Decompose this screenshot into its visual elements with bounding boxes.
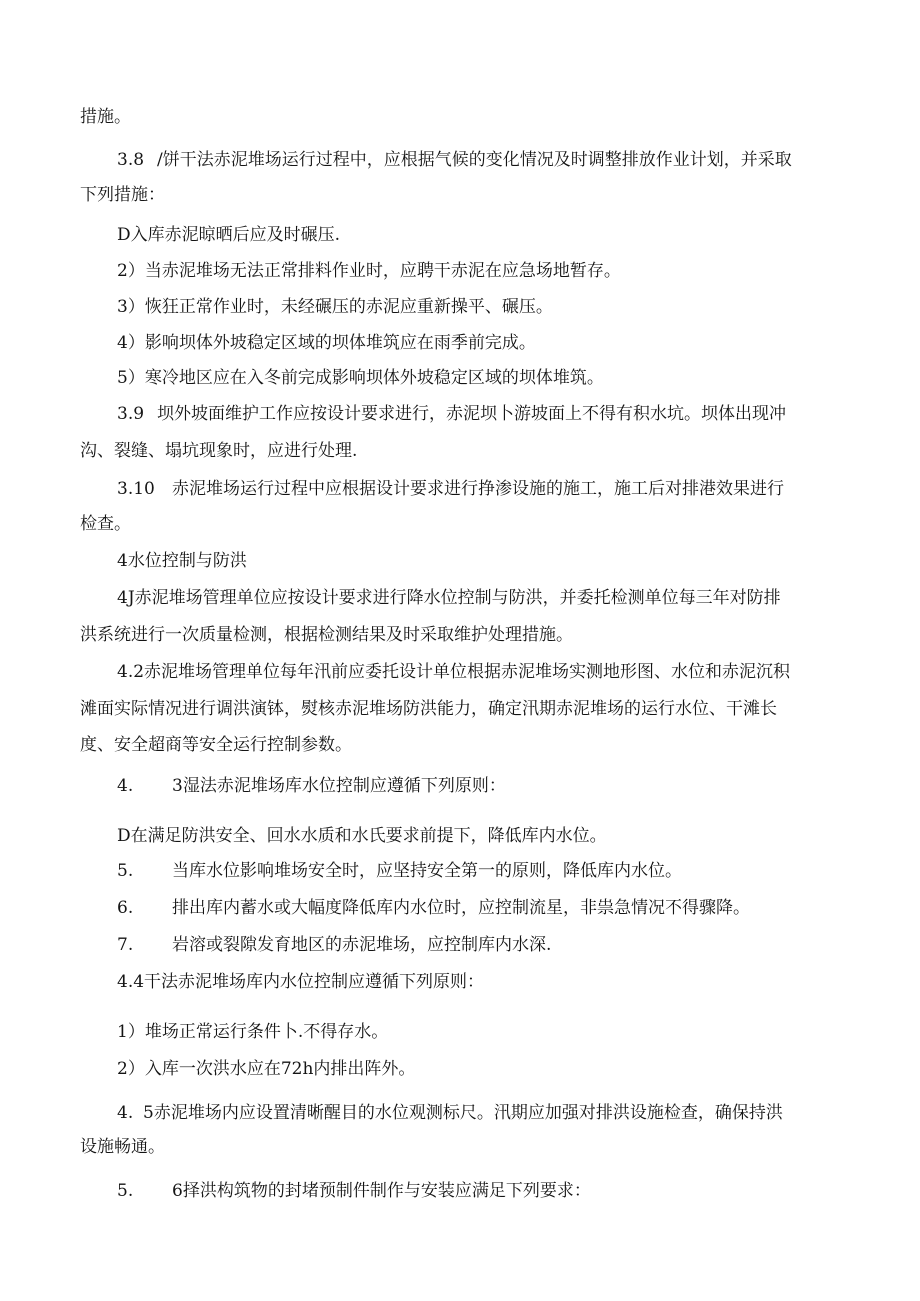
text-line: 赤泥堆场运行过程中应根据设计要求进行挣渗设施的施工，施工后对排港效果进行 [172, 479, 784, 499]
text-line: 设施畅通。 [80, 1137, 165, 1157]
text-line: /饼干法赤泥堆场运行过程中，应根据气候的变化情况及时调整排放作业计划，并采取 [157, 150, 792, 170]
text-line: 3湿法赤泥堆场库水位控制应遵循下列原则： [172, 776, 506, 796]
clause-number: 3.8 [117, 150, 145, 170]
list-item: 2）入库一次洪水应在72h内排出阵外。 [117, 1059, 416, 1079]
list-item: 当库水位影响堆场安全时，应坚持安全第一的原则，降低库内水位。 [172, 861, 682, 881]
clause-number: 4. [117, 1103, 134, 1123]
text-line: 滩面实际情况进行调洪演钵，熨核赤泥堆场防洪能力，确定汛期赤泥堆场的运行水位、干滩长 [80, 699, 777, 719]
text-line: 坝外坡面维护工作应按设计要求进行，赤泥坝卜游坡面上不得有积水坑。坝体出现冲 [157, 404, 786, 424]
text-line: 度、安全超商等安全运行控制参数。 [80, 735, 352, 755]
list-item: 岩溶或裂隙发育地区的赤泥堆场，应控制库内水深. [172, 935, 552, 955]
clause-number: 7. [117, 935, 134, 955]
list-item: D入库赤泥晾晒后应及时碾压. [117, 225, 341, 245]
list-item: 3）恢狂正常作业时，未经碾压的赤泥应重新操平、碾压。 [117, 297, 553, 317]
text-line: 6择洪构筑物的封堵预制件制作与安装应满足下列要求： [172, 1181, 591, 1201]
clause-number: 4. [117, 776, 134, 796]
text-line: 4J赤泥堆场管理单位应按设计要求进行降水位控制与防洪，并委托检测单位每三年对防排 [117, 588, 781, 608]
section-heading: 4水位控制与防洪 [117, 551, 247, 571]
text-line: 下列措施： [80, 185, 165, 205]
clause-number: 5. [117, 1181, 134, 1201]
list-item: 2）当赤泥堆场无法正常排料作业时，应聘干赤泥在应急场地暂存。 [117, 261, 621, 281]
text-line: 4.4干法赤泥堆场库内水位控制应遵循下列原则： [117, 972, 485, 992]
text-line: 沟、裂缝、塌坑现象时，应进行处理. [80, 441, 358, 461]
list-item: D在满足防洪安全、回水水质和水氏要求前提下，降低库内水位。 [117, 826, 607, 846]
text-line: 检查。 [80, 514, 131, 534]
clause-number: 3.9 [117, 404, 145, 424]
text-line: 措施。 [80, 107, 131, 127]
clause-number: 5. [117, 861, 134, 881]
list-item: 排出库内蓄水或大幅度降低库内水位时，应控制流星，非祟急情况不得骤降。 [172, 898, 750, 918]
list-item: 5）寒冷地区应在入冬前完成影响坝体外坡稳定区域的坝体堆筑。 [117, 368, 604, 388]
list-item: 4）影响坝体外坡稳定区域的坝体堆筑应在雨季前完成。 [117, 333, 536, 353]
list-item: 1）堆场正常运行条件卜.不得存水。 [117, 1022, 389, 1042]
text-line: 5赤泥堆场内应设置清晰醒目的水位观测标尺。汛期应加强对排洪设施检查，确保持洪 [143, 1103, 783, 1123]
clause-number: 3.10 [117, 479, 155, 499]
clause-number: 6. [117, 898, 134, 918]
text-line: 4.2赤泥堆场管理单位每年汛前应委托设计单位根据赤泥堆场实测地形图、水位和赤泥沉积 [117, 662, 791, 682]
text-line: 洪系统进行一次质量检测，根据检测结果及时采取维护处理措施。 [80, 625, 573, 645]
